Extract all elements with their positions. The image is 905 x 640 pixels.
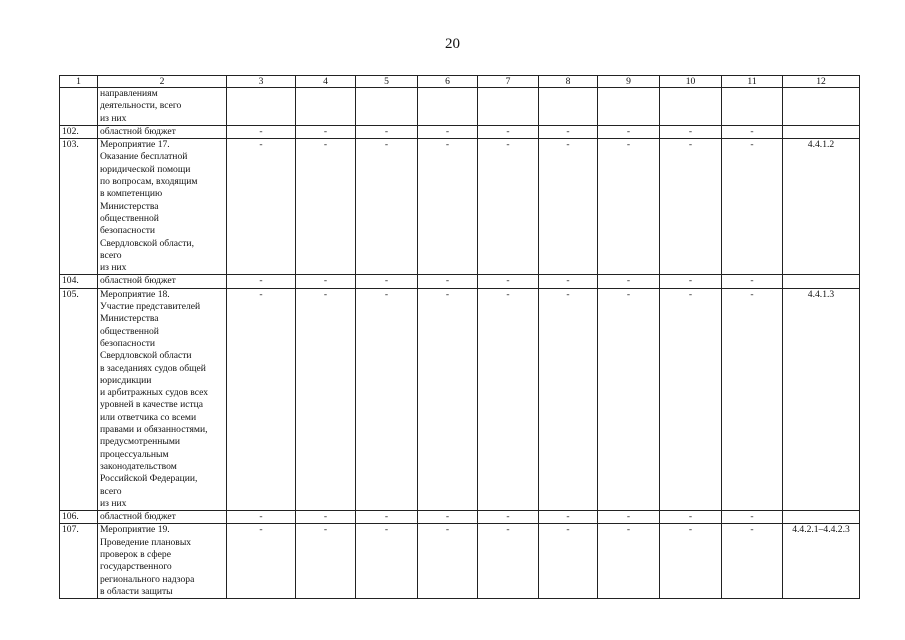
description-line: законодательством — [100, 460, 177, 472]
value-cell: - — [478, 288, 539, 510]
value-cell: - — [418, 288, 478, 510]
value-cell: - — [227, 288, 296, 510]
value-cell: - — [722, 139, 783, 275]
value-cell — [296, 88, 356, 126]
description-line: по вопросам, входящим — [100, 176, 198, 188]
value-cell: - — [356, 524, 418, 599]
value-cell: - — [478, 139, 539, 275]
value-cell: - — [539, 524, 598, 599]
value-cell: - — [227, 511, 296, 524]
value-cell: - — [356, 139, 418, 275]
table-row — [60, 88, 860, 126]
description-line: Мероприятие 18. — [100, 288, 170, 300]
value-cell: - — [356, 125, 418, 138]
value-cell — [539, 88, 598, 126]
value-cell — [227, 88, 296, 126]
value-cell: - — [598, 524, 660, 599]
value-cell — [478, 88, 539, 126]
target-code: 4.4.1.2 — [783, 139, 860, 275]
value-cell: - — [598, 511, 660, 524]
column-header: 2 — [98, 76, 227, 88]
description-line: юрисдикции — [100, 374, 152, 386]
value-cell: - — [478, 275, 539, 288]
value-cell — [598, 88, 660, 126]
value-cell: - — [660, 125, 722, 138]
column-header: 4 — [296, 76, 356, 88]
target-code — [783, 125, 860, 138]
description-line: в области защиты — [100, 585, 173, 597]
value-cell — [722, 88, 783, 126]
description-line: в заседаниях судов общей — [100, 362, 206, 374]
row-number: 104. — [60, 275, 98, 288]
description-line: процессуальным — [100, 448, 169, 460]
value-cell: - — [418, 524, 478, 599]
value-cell: - — [478, 125, 539, 138]
budget-table — [59, 75, 860, 599]
value-cell: - — [722, 275, 783, 288]
value-cell: - — [598, 125, 660, 138]
value-cell: - — [296, 524, 356, 599]
target-code — [783, 275, 860, 288]
target-code — [783, 511, 860, 524]
value-cell: - — [478, 511, 539, 524]
value-cell: - — [356, 511, 418, 524]
value-cell: - — [296, 125, 356, 138]
description-line: и арбитражных судов всех — [100, 387, 209, 399]
row-description — [98, 125, 227, 138]
value-cell — [660, 88, 722, 126]
value-cell: - — [356, 275, 418, 288]
description-line: регионального надзора — [100, 573, 195, 585]
description-line: Мероприятие 17. — [100, 139, 170, 151]
row-number: 106. — [60, 511, 98, 524]
description-line: общественной — [100, 325, 159, 337]
value-cell: - — [539, 275, 598, 288]
column-header: 6 — [418, 76, 478, 88]
column-header: 10 — [660, 76, 722, 88]
column-header: 8 — [539, 76, 598, 88]
row-description — [98, 139, 227, 275]
value-cell: - — [227, 275, 296, 288]
value-cell: - — [418, 275, 478, 288]
row-description — [98, 524, 227, 599]
description-line: деятельности, всего — [100, 100, 182, 112]
page-number: 20 — [445, 36, 460, 52]
table-row — [60, 524, 860, 599]
description-line: общественной — [100, 212, 159, 224]
value-cell: - — [418, 139, 478, 275]
description-line: Свердловской области — [100, 350, 192, 362]
column-header: 9 — [598, 76, 660, 88]
description-line: областной бюджет — [100, 511, 176, 523]
value-cell — [418, 88, 478, 126]
description-line: в компетенцию — [100, 188, 163, 200]
value-cell: - — [660, 288, 722, 510]
value-cell: - — [722, 288, 783, 510]
table-row — [60, 125, 860, 138]
description-line: безопасности — [100, 337, 156, 349]
value-cell: - — [660, 511, 722, 524]
target-code — [783, 88, 860, 126]
row-number: 103. — [60, 139, 98, 275]
description-line: Проведение плановых — [100, 536, 192, 548]
value-cell: - — [598, 139, 660, 275]
row-description — [98, 275, 227, 288]
row-number: 105. — [60, 288, 98, 510]
row-number: 107. — [60, 524, 98, 599]
column-header: 3 — [227, 76, 296, 88]
value-cell: - — [660, 275, 722, 288]
value-cell: - — [296, 288, 356, 510]
description-line: юридической помощи — [100, 163, 191, 175]
description-line: предусмотренными — [100, 436, 181, 448]
table-row — [60, 139, 860, 275]
value-cell — [356, 88, 418, 126]
row-number — [60, 88, 98, 126]
table-row — [60, 511, 860, 524]
row-description — [98, 511, 227, 524]
value-cell: - — [296, 275, 356, 288]
value-cell: - — [539, 125, 598, 138]
description-line: безопасности — [100, 225, 156, 237]
value-cell: - — [227, 139, 296, 275]
row-number: 102. — [60, 125, 98, 138]
description-line: или ответчика со всеми — [100, 411, 197, 423]
description-line: областной бюджет — [100, 125, 176, 137]
column-header: 1 — [60, 76, 98, 88]
description-line: уровней в качестве истца — [100, 399, 204, 411]
description-line: из них — [100, 262, 127, 274]
description-line: областной бюджет — [100, 275, 176, 287]
value-cell: - — [227, 524, 296, 599]
value-cell: - — [418, 125, 478, 138]
column-header: 11 — [722, 76, 783, 88]
description-line: всего — [100, 485, 122, 497]
value-cell: - — [478, 524, 539, 599]
value-cell: - — [598, 275, 660, 288]
table-row — [60, 288, 860, 510]
value-cell: - — [722, 524, 783, 599]
value-cell: - — [539, 511, 598, 524]
value-cell: - — [598, 288, 660, 510]
value-cell: - — [539, 288, 598, 510]
column-header: 12 — [783, 76, 860, 88]
description-line: Российской Федерации, — [100, 473, 198, 485]
value-cell: - — [418, 511, 478, 524]
description-line: Оказание бесплатной — [100, 151, 188, 163]
value-cell: - — [296, 511, 356, 524]
description-line: правами и обязанностями, — [100, 424, 208, 436]
row-description — [98, 288, 227, 510]
value-cell: - — [356, 288, 418, 510]
value-cell: - — [660, 139, 722, 275]
value-cell: - — [539, 139, 598, 275]
value-cell: - — [660, 524, 722, 599]
description-line: из них — [100, 112, 127, 124]
description-line: Министерства — [100, 200, 159, 212]
column-header: 5 — [356, 76, 418, 88]
value-cell: - — [722, 125, 783, 138]
description-line: Министерства — [100, 313, 159, 325]
target-code: 4.4.1.3 — [783, 288, 860, 510]
description-line: всего — [100, 249, 122, 261]
description-line: проверок в сфере — [100, 548, 171, 560]
table-body — [60, 88, 860, 599]
table-row — [60, 275, 860, 288]
value-cell: - — [722, 511, 783, 524]
target-code: 4.4.2.1–4.4.2.3 — [783, 524, 860, 599]
description-line: направлениям — [100, 88, 158, 99]
header-row — [60, 76, 860, 88]
description-line: Участие представителей — [100, 301, 201, 313]
column-header: 7 — [478, 76, 539, 88]
description-line: Мероприятие 19. — [100, 524, 170, 536]
row-description — [98, 88, 227, 126]
value-cell: - — [227, 125, 296, 138]
description-line: из них — [100, 497, 127, 509]
description-line: государственного — [100, 561, 172, 573]
description-line: Свердловской области, — [100, 237, 194, 249]
value-cell: - — [296, 139, 356, 275]
